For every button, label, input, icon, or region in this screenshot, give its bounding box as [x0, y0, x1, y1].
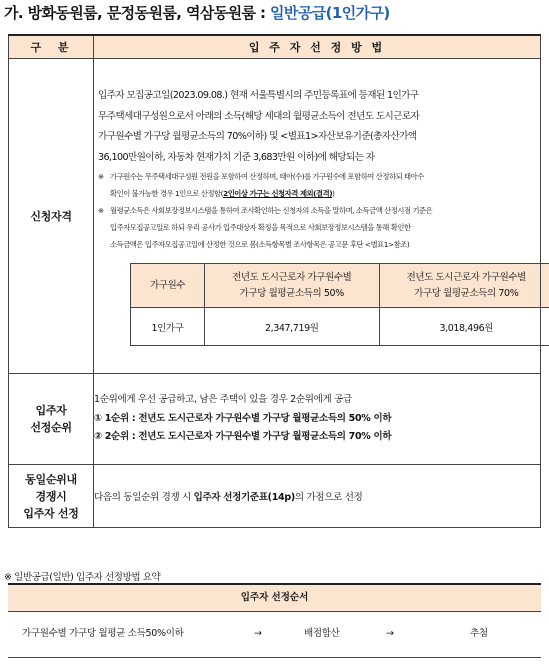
- same-rank-row: [9, 465, 541, 528]
- section-title-highlight: 일반공급(1인가구): [270, 4, 390, 22]
- note-line: 소득금액은 입주자모집공고일에 산정한 것으로 봄(소득항목별 조사항목은 공고문 후단 <별표1>참조): [110, 240, 410, 249]
- priority-label: [9, 374, 94, 465]
- income-table-header: [131, 264, 549, 308]
- priority-row: [9, 374, 541, 465]
- eligibility-line: 입주자 모집공고일(2023.09.08.) 현재 서울특별시의 주민등록표에 등재된 1인가구: [98, 90, 419, 101]
- summary-step-lottery: 추첨: [470, 628, 488, 639]
- selection-criteria-ref: 입주자 선정기준표(14p): [193, 492, 295, 503]
- eligibility-label: 신청자격: [9, 59, 94, 374]
- summary-arrow-1: →: [254, 628, 262, 639]
- income-70-cell: 3,018,496원: [379, 308, 549, 346]
- summary-caption: ※ 일반공급(일반) 입주자 선정방법 요약: [4, 572, 161, 583]
- summary-header: 입주자 선정순서: [8, 583, 541, 612]
- income-table: [130, 263, 549, 346]
- same-rank-text: 다음의 동일순위 경쟁 시: [94, 492, 194, 503]
- household-count-note: [98, 168, 540, 202]
- note-line: 확인이 불가능한 경우 1인으로 산정함(: [110, 189, 224, 198]
- section-title-prefix: 가. 방화동원룸, 문정동원룸, 역삼동원룸 :: [4, 4, 271, 22]
- eligibility-paragraph: [98, 86, 540, 168]
- note-marker: ※: [98, 172, 104, 181]
- note-emphasis: 2인이상 가구는 신청자격 제외(결격): [223, 189, 333, 198]
- priority-rank-1: ① 1순위 : 전년도 도시근로자 가구원수별 가구당 월평균소득의 50% 이하: [94, 412, 392, 424]
- same-rank-label-line2: 경쟁시: [35, 489, 67, 503]
- eligibility-line: 36,100만원이하, 자동차 현재가치 기준 3,683만원 이하)에 해당되는 자: [98, 151, 375, 163]
- priority-label-line1: 입주자: [35, 404, 67, 417]
- col-header-category: 구 분: [9, 35, 94, 59]
- priority-label-line2: 선정순위: [30, 421, 72, 434]
- section-title: [4, 2, 390, 23]
- summary-arrow-2: →: [386, 628, 394, 639]
- eligibility-content: [94, 59, 541, 374]
- same-rank-label-line3: 입주자 선정: [23, 506, 79, 520]
- income-household-cell: 1인가구: [131, 308, 205, 346]
- same-rank-label: [9, 465, 94, 528]
- table-row: [131, 308, 549, 346]
- income-header-50-line2: 가구당 월평균소득의 50%: [239, 287, 344, 299]
- income-header-50: [205, 264, 380, 308]
- priority-content: [94, 374, 541, 465]
- summary-steps-row: [8, 610, 541, 658]
- note-marker: ※: [98, 206, 104, 215]
- income-header-70: [379, 264, 549, 308]
- same-rank-label-line1: 동일순위내: [25, 472, 77, 486]
- income-header-70-line1: 전년도 도시근로자 가구원수별: [406, 271, 526, 283]
- summary-step-score: 배점합산: [304, 628, 340, 639]
- note-line: 입주자모집공고일로 하되 우리 공사가 입주대상자 확정을 목적으로 사회보장정보시스템을 통해 확인한: [110, 223, 411, 232]
- same-rank-content: [94, 465, 541, 528]
- income-header-70-line2: 가구당 월평균소득의 70%: [414, 287, 519, 299]
- eligibility-line: 가구원수별 가구당 월평균소득의 70%이하) 및 <별표1>자산보유기준(총자산가액: [98, 131, 417, 142]
- income-header-50-line1: 전년도 도시근로자 가구원수별: [232, 271, 352, 283]
- income-definition-note: [98, 202, 540, 253]
- eligibility-row: [9, 59, 541, 374]
- note-line: 가구원수는 무주택세대구성원 전원을 포함하여 산정하며, 태아(수)를 가구원수에 포함하여 산정하되 태아수: [110, 172, 424, 181]
- same-rank-text-end: 의 가점으로 선정: [294, 492, 363, 503]
- col-header-method: 입 주 자 선 정 방 법: [94, 35, 541, 59]
- income-header-household: 가구원수: [131, 264, 205, 308]
- summary-step-income: 가구원수별 가구당 월평균 소득50%이하: [22, 628, 184, 639]
- priority-intro: 1순위에게 우선 공급하고, 남은 주택이 있을 경우 2순위에게 공급: [94, 394, 352, 406]
- table-header-row: [9, 35, 541, 59]
- note-line-end: ): [332, 189, 335, 198]
- selection-method-table: [8, 34, 541, 528]
- income-50-cell: 2,347,719원: [205, 308, 380, 346]
- priority-rank-2: ② 2순위 : 전년도 도시근로자 가구원수별 가구당 월평균소득의 70% 이하: [94, 431, 392, 443]
- note-line: 월평균소득은 사회보장정보시스템을 통하여 조사확인하는 신청자의 소득을 말하며, 소득금액 산정시점 기준은: [110, 206, 433, 215]
- eligibility-line: 무주택세대구성원으로서 아래의 소득(해당 세대의 월평균소득이 전년도 도시근로자: [98, 110, 420, 122]
